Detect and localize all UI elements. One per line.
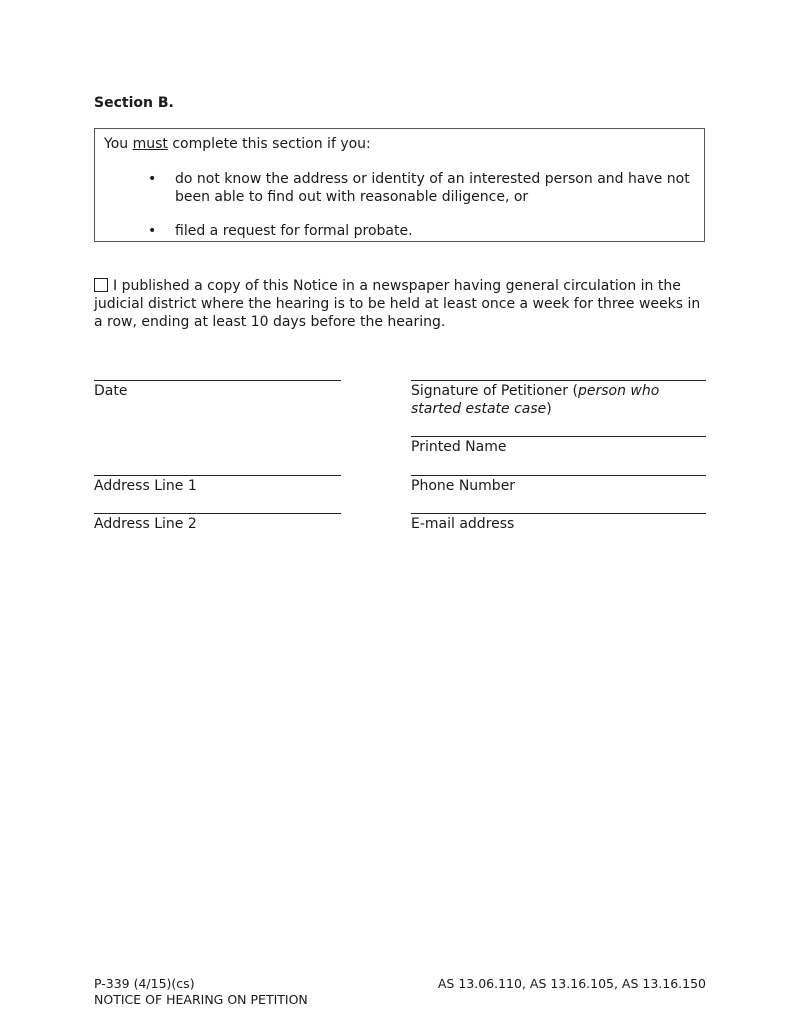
signature-label-suffix: ) [546, 401, 552, 417]
instruction-intro [104, 135, 371, 153]
printed-name-label: Printed Name [411, 439, 507, 455]
address-line-2-label: Address Line 2 [94, 516, 197, 532]
phone-label: Phone Number [411, 478, 516, 494]
bullet-icon: • [148, 171, 157, 187]
publication-checkbox[interactable] [94, 278, 108, 292]
section-title: Section B. [94, 95, 174, 111]
signature-label [411, 382, 706, 418]
publication-statement [94, 277, 709, 331]
bullet-icon: • [148, 223, 157, 239]
signature-label-italic: person who started estate case [411, 383, 660, 417]
bullet-text: filed a request for formal probate. [175, 223, 413, 239]
form-code: P-339 (4/15)(cs) [94, 976, 195, 991]
email-field[interactable] [411, 513, 706, 514]
date-label: Date [94, 383, 128, 399]
bullet-text: do not know the address or identity of an interested person and have not been able to find out with reasonable diligence, or [175, 171, 690, 205]
intro-prefix: You [104, 136, 133, 152]
signature-field[interactable] [411, 380, 706, 381]
email-label: E-mail address [411, 516, 515, 532]
phone-field[interactable] [411, 475, 706, 476]
address-line-1-label: Address Line 1 [94, 478, 197, 494]
footer-statutes: AS 13.06.110, AS 13.16.105, AS 13.16.150 [437, 976, 706, 991]
footer-left [94, 976, 308, 1008]
address-line-2-field[interactable] [94, 513, 341, 514]
signature-label-prefix: Signature of Petitioner ( [411, 383, 578, 399]
intro-suffix: complete this section if you: [167, 136, 371, 152]
form-title: NOTICE OF HEARING ON PETITION [94, 992, 308, 1007]
intro-emphasis: must [132, 136, 168, 152]
date-field[interactable] [94, 380, 341, 381]
printed-name-field[interactable] [411, 436, 706, 437]
publication-text: I published a copy of this Notice in a newspaper having general circulation in the judicial district where the hearing is to be held at least once a week for three weeks in a row, ending at least 10 days before the hearing. [94, 278, 701, 330]
instruction-box [94, 128, 705, 242]
address-line-1-field[interactable] [94, 475, 341, 476]
